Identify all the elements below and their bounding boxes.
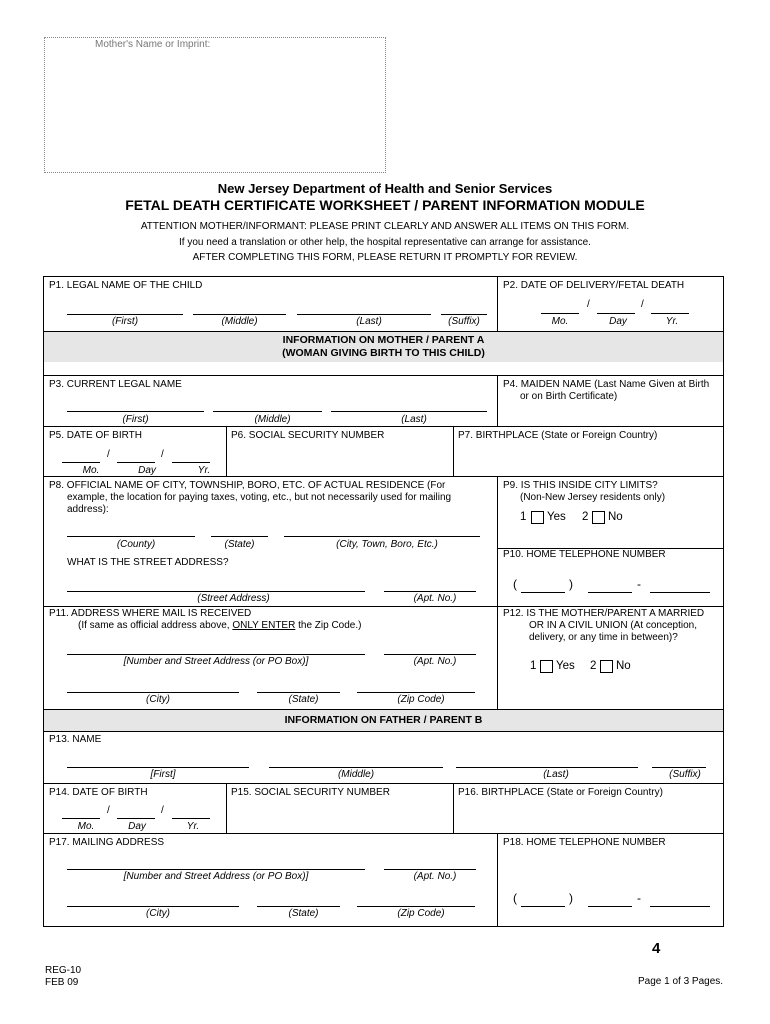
p13-middle-line[interactable] [269, 767, 443, 768]
p8-label: P8. OFFICIAL NAME OF CITY, TOWNSHIP, BORO, ETC. OF ACTUAL RESIDENCE (For [49, 480, 446, 491]
p3-middle-caption: (Middle) [254, 414, 291, 425]
p12-opt2-num: 2 [590, 660, 597, 672]
p11-zip-caption: (Zip Code) [397, 694, 445, 705]
p5-label: P5. DATE OF BIRTH [49, 430, 142, 441]
p8-apt-caption: (Apt. No.) [413, 593, 457, 604]
p8-state-line[interactable] [211, 536, 268, 537]
translation-line: If you need a translation or other help, the hospital representative can arrange for assistance. [179, 237, 591, 248]
p5-day-caption: Day [138, 465, 156, 476]
p14-mo-caption: Mo. [77, 821, 95, 832]
page-count: Page 1 of 3 Pages. [638, 976, 724, 987]
p1-last-caption: (Last) [356, 316, 382, 327]
p9-yes-label: Yes [547, 511, 566, 523]
p17-state-line[interactable] [257, 906, 340, 907]
p13-first-line[interactable] [67, 767, 249, 768]
p1-suffix-caption: (Suffix) [448, 316, 480, 327]
p8-county-line[interactable] [67, 536, 195, 537]
p1-middle-line[interactable] [193, 314, 286, 315]
p11-note: (If same as official address above, ONLY ENTER the Zip Code.) [78, 620, 362, 631]
p2-mo-caption: Mo. [551, 316, 569, 327]
p14-yr-caption: Yr. [186, 821, 200, 832]
p18-prefix-line[interactable] [588, 906, 632, 907]
p8-city-caption: (City, Town, Boro, Etc.) [336, 539, 438, 550]
p18-number-line[interactable] [650, 906, 710, 907]
p1-suffix-line[interactable] [441, 314, 487, 315]
page-number: 4 [652, 940, 661, 957]
p11-state-caption: (State) [288, 694, 319, 705]
return-line: AFTER COMPLETING THIS FORM, PLEASE RETURN IT PROMPTLY FOR REVIEW. [192, 252, 578, 263]
p17-zip-line[interactable] [357, 906, 475, 907]
p17-state-caption: (State) [288, 908, 319, 919]
p5-mo-caption: Mo. [82, 465, 100, 476]
p1-middle-caption: (Middle) [221, 316, 258, 327]
p11-city-line[interactable] [67, 692, 239, 693]
p12-no-label: No [616, 660, 631, 672]
p9-no-checkbox[interactable] [592, 511, 605, 524]
p13-last-caption: (Last) [543, 769, 569, 780]
p1-first-caption: (First) [111, 316, 139, 327]
p12-yes-checkbox[interactable] [540, 660, 553, 673]
p6-ssn-field[interactable] [227, 443, 452, 475]
p12-no-checkbox[interactable] [600, 660, 613, 673]
p15-ssn-field[interactable] [227, 800, 452, 832]
p6-label: P6. SOCIAL SECURITY NUMBER [231, 430, 385, 441]
p8-street-caption: (Street Address) [197, 593, 270, 604]
p11-street-caption: [Number and Street Address (or PO Box)] [123, 656, 309, 667]
p17-city-caption: (City) [146, 908, 170, 919]
p7-birthplace-field[interactable] [454, 443, 723, 475]
p8-apt-line[interactable] [384, 591, 476, 592]
p3-middle-line[interactable] [213, 411, 322, 412]
p1-first-line[interactable] [67, 314, 183, 315]
p8-state-caption: (State) [224, 539, 255, 550]
p14-label: P14. DATE OF BIRTH [49, 787, 148, 798]
p2-yr-caption: Yr. [665, 316, 679, 327]
p14-day-caption: Day [128, 821, 146, 832]
p14-day-line[interactable] [117, 818, 155, 819]
p8-label-3: address): [67, 504, 109, 515]
p14-year-line[interactable] [172, 818, 210, 819]
p5-month-line[interactable] [62, 462, 100, 463]
department-name: New Jersey Department of Health and Senior Services [217, 181, 553, 196]
p9-label: P9. IS THIS INSIDE CITY LIMITS? [503, 480, 658, 491]
p13-middle-caption: (Middle) [337, 769, 375, 780]
mother-section-title: INFORMATION ON MOTHER / PARENT A [282, 334, 485, 346]
p10-prefix-line[interactable] [588, 592, 632, 593]
p1-last-line[interactable] [297, 314, 431, 315]
p8-street-line[interactable] [67, 591, 365, 592]
mother-section-subtitle: (WOMAN GIVING BIRTH TO THIS CHILD) [282, 347, 485, 359]
p9-label-2: (Non-New Jersey residents only) [520, 492, 666, 503]
p17-label: P17. MAILING ADDRESS [49, 837, 165, 848]
p13-suffix-caption: (Suffix) [669, 769, 701, 780]
p15-label: P15. SOCIAL SECURITY NUMBER [231, 787, 390, 798]
p13-label: P13. NAME [49, 734, 102, 745]
p12-opt1-num: 1 [530, 660, 537, 672]
p17-street-line[interactable] [67, 869, 365, 870]
p18-label: P18. HOME TELEPHONE NUMBER [503, 837, 666, 848]
p3-first-caption: (First) [122, 414, 149, 425]
p10-number-line[interactable] [650, 592, 710, 593]
p2-label: P2. DATE OF DELIVERY/FETAL DEATH [503, 280, 685, 291]
p9-opt2-num: 2 [582, 511, 589, 523]
p18-area-code-line[interactable] [521, 906, 565, 907]
p8-city-line[interactable] [284, 536, 480, 537]
p2-day-line[interactable] [597, 313, 635, 314]
p13-first-caption: [First] [150, 769, 176, 780]
p11-label: P11. ADDRESS WHERE MAIL IS RECEIVED [49, 608, 252, 619]
p12-label-3: delivery, or any time in between)? [529, 632, 678, 643]
p2-month-line[interactable] [541, 313, 579, 314]
p16-label: P16. BIRTHPLACE (State or Foreign Country) [458, 787, 663, 798]
attention-line: ATTENTION MOTHER/INFORMANT: PLEASE PRINT CLEARLY AND ANSWER ALL ITEMS ON THIS FORM. [140, 221, 630, 232]
p17-apt-line[interactable] [384, 869, 476, 870]
p9-opt1-num: 1 [520, 511, 527, 523]
p3-label: P3. CURRENT LEGAL NAME [49, 379, 182, 390]
p5-day-line[interactable] [117, 462, 155, 463]
p5-yr-caption: Yr. [197, 465, 211, 476]
p13-suffix-line[interactable] [652, 767, 706, 768]
p8-street-question: WHAT IS THE STREET ADDRESS? [67, 557, 229, 568]
p17-city-line[interactable] [67, 906, 239, 907]
p14-month-line[interactable] [62, 818, 100, 819]
p11-city-caption: (City) [146, 694, 170, 705]
p8-county-caption: (County) [116, 539, 156, 550]
p3-first-line[interactable] [67, 411, 204, 412]
p2-year-line[interactable] [651, 313, 689, 314]
p4-label: P4. MAIDEN NAME (Last Name Given at Birth [503, 379, 710, 390]
form-id: REG-10 [45, 965, 82, 976]
p9-yes-checkbox[interactable] [531, 511, 544, 524]
p11-state-line[interactable] [257, 692, 340, 693]
p3-last-line[interactable] [331, 411, 487, 412]
p12-label: P12. IS THE MOTHER/PARENT A MARRIED [503, 608, 705, 619]
p12-label-2: OR IN A CIVIL UNION (At conception, [529, 620, 698, 631]
imprint-box[interactable] [44, 37, 386, 173]
p13-last-line[interactable] [456, 767, 638, 768]
p10-area-code-line[interactable] [521, 592, 565, 593]
father-section-title: INFORMATION ON FATHER / PARENT B [284, 714, 483, 726]
p17-zip-caption: (Zip Code) [397, 908, 445, 919]
p1-label: P1. LEGAL NAME OF THE CHILD [49, 280, 203, 291]
p11-apt-line[interactable] [384, 654, 476, 655]
p9-no-label: No [608, 511, 623, 523]
p3-last-caption: (Last) [401, 414, 427, 425]
p12-yes-label: Yes [556, 660, 575, 672]
p8-label-2: example, the location for paying taxes, voting, etc., but not necessarily used for mailing [67, 492, 452, 503]
p11-zip-line[interactable] [357, 692, 475, 693]
imprint-label: Mother's Name or Imprint: [95, 39, 211, 50]
form-title: FETAL DEATH CERTIFICATE WORKSHEET / PARENT INFORMATION MODULE [125, 197, 645, 213]
p11-street-line[interactable] [67, 654, 365, 655]
p17-street-caption: [Number and Street Address (or PO Box)] [123, 871, 309, 882]
p4-label-cont: or on Birth Certificate) [520, 391, 618, 402]
p16-birthplace-field[interactable] [454, 800, 723, 832]
p17-apt-caption: (Apt. No.) [413, 871, 457, 882]
p7-label: P7. BIRTHPLACE (State or Foreign Country) [458, 430, 658, 441]
p2-day-caption: Day [609, 316, 627, 327]
p5-year-line[interactable] [172, 462, 210, 463]
p10-label: P10. HOME TELEPHONE NUMBER [503, 549, 666, 560]
p11-apt-caption: (Apt. No.) [413, 656, 457, 667]
form-date: FEB 09 [45, 977, 79, 988]
